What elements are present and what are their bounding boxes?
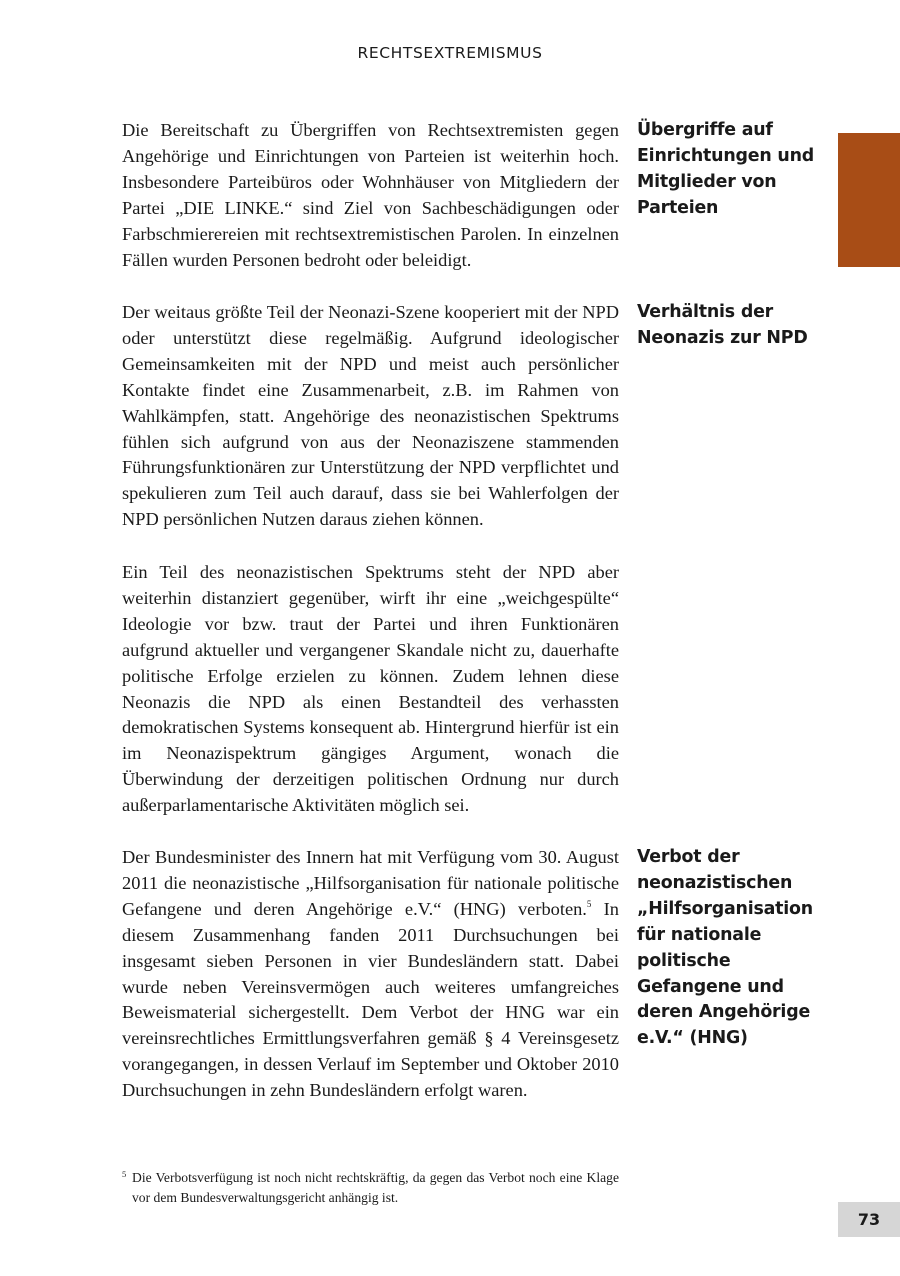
footnote-text: Die Verbotsverfügung ist noch nicht rechtskräftig, da gegen das Verbot noch eine Klage vor dem Bundesverwaltungsgericht anhängig ist. (132, 1170, 619, 1205)
footnote-reference[interactable]: 5 (586, 898, 592, 909)
paragraph-neonazi-npd-relation: Der weitaus größte Teil der Neonazi-Szene kooperiert mit der NPD oder unterstützt diese regelmäßig. Aufgrund ideologischer Gemeinsamkeiten mit der NPD und meist auch persönlicher Kontakte findet eine Zusammenarbeit, z.B. im Rahmen von Wahlkämpfen, statt. Angehörige des neonazistischen Spektrums fühlen sich aufgrund von aus der Neonaziszene stammenden Führungsfunktionären zur Unterstützung der NPD verpflichtet und spekulieren zum Teil auch darauf, dass sie bei Wahlerfolgen der NPD persönlichen Nutzen daraus ziehen können. (122, 302, 619, 530)
footnote-number: 5 (122, 1169, 127, 1179)
margin-note-neonazi-npd-relation: Verhältnis der Neonazis zur NPD (637, 302, 808, 348)
page-number: 73 (838, 1202, 900, 1237)
paragraph-party-attacks: Die Bereitschaft zu Übergriffen von Rechtsextremisten gegen Angehörige und Einrichtungen von Parteien ist weiterhin hoch. Insbesondere Parteibüros oder Wohnhäuser von Mitgliedern der Partei „DIE LINKE.“ sind Ziel von Sachbeschädigungen oder Farbschmierereien mit rechtsextremistischen Parolen. In einzelnen Fällen wurden Personen bedroht oder beleidigt. (122, 120, 619, 270)
hng-ban-text-end: In diesem Zusammenhang fanden 2011 Durchsuchungen bei insgesamt sieben Personen in vier Bundesländern statt. Dabei wurde neben Vereinsvermögen auch weiteres umfangreiches Beweismaterial sichergestellt. Dem Verbot der HNG war ein vereinsrechtliches Ermittlungsverfahren gemäß § 4 Vereinsgesetz vorangegangen, in dessen Verlauf im September und Oktober 2010 Durchsuchungen in zehn Bundesländern erfolgt waren. (122, 898, 619, 1101)
margin-note-hng-ban: Verbot der neonazistischen „Hilfsorganisation für nationale politische Gefangene und deren Angehörige e.V.“ (HNG) (637, 847, 813, 1049)
footnote (122, 1168, 619, 1207)
hng-ban-text-start: Der Bundesminister des Innern hat mit Verfügung vom 30. August 2011 die neonazistische „Hilfsorganisation für nationale politische Gefangene und deren Angehörige e.V.“ (HNG) verboten. (122, 847, 619, 919)
margin-note-party-attacks: Übergriffe auf Einrichtungen und Mitglieder von Parteien (637, 120, 815, 218)
running-head: RECHTSEXTREMISMUS (357, 44, 543, 62)
paragraph-neonazi-distance: Ein Teil des neonazistischen Spektrums steht der NPD aber weiterhin distanziert gegenüber, wirft ihr eine „weichgespülte“ Ideologie vor bzw. traut der Partei und ihren Funktionären aufgrund aktueller und vergangener Skandale nicht zu, dauerhafte politische Erfolge erzielen zu können. Zudem lehnen diese Neonazis die NPD als einen Bestandteil des verhassten demokratischen Systems konsequent ab. Hintergrund hierfür ist ein im Neonazispektrum gängiges Argument, wonach die Überwindung der derzeitigen politischen Ordnung nur durch außerparlamentarische Aktivitäten möglich sei. (122, 562, 619, 816)
paragraph-hng-ban (122, 845, 619, 1104)
chapter-tab-marker (838, 133, 900, 267)
